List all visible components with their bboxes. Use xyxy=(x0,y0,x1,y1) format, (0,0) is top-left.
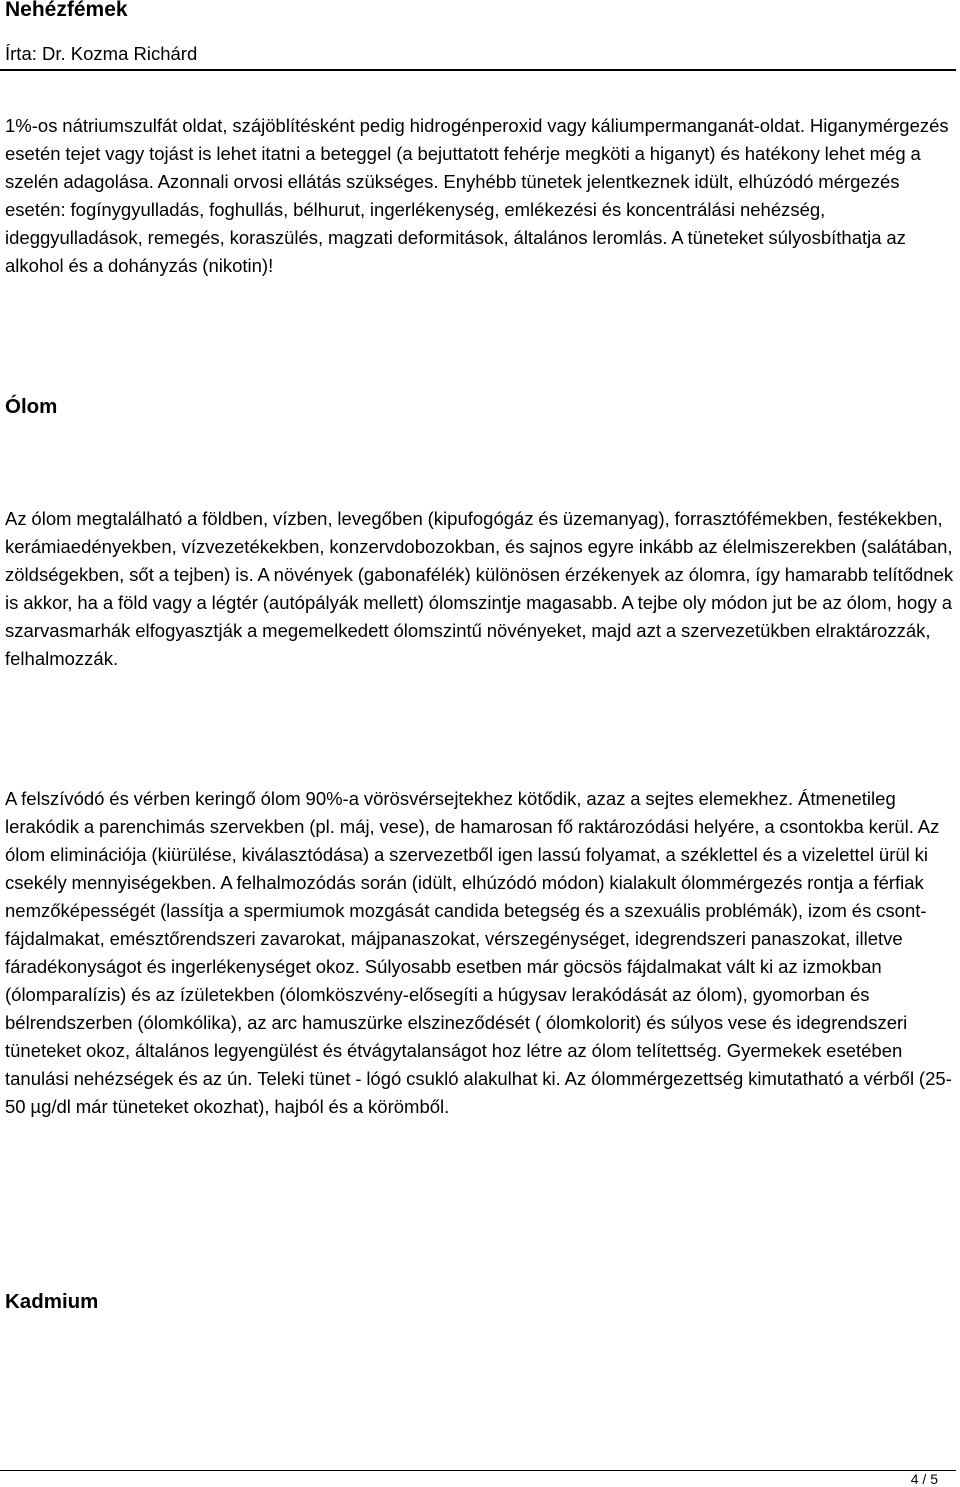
page-number: 4 / 5 xyxy=(910,1471,938,1487)
document-author: Írta: Dr. Kozma Richárd xyxy=(5,43,198,64)
paragraph-lead-sources: Az ólom megtalálható a földben, vízben, levegőben (kipufogógáz és üzemanyag), forrasztófémekben, festékekben, kerámiaedényekben, vízvezetékekben, konzervdobozokban, és sajnos egyre inkább az élelmiszerekben (salátában, zöldségekben, sőt a tejben) is. A növények (gabonafélék) különösen érzékenyek az ólomra, így hamarabb telítődnek is akkor, ha a föld vagy a légtér (autópályák mellett) ólomszintje magasabb. A tejbe oly módon jut be az ólom, hogy a szarvasmarhák elfogyasztják a megemelkedett ólomszintű növényeket, majd azt a szervezetükben elraktározzák, felhalmozzák. xyxy=(5,508,954,669)
paragraph-lead-effects: A felszívódó és vérben keringő ólom 90%-a vörösvérsejtekhez kötődik, azaz a sejtes elemekhez. Átmenetileg lerakódik a parenchimás szervekben (pl. máj, vese), de hamarosan fő raktározódási helyére, a csontokba kerül. Az ólom eliminációja (kiürülése, kiválasztódása) a szervezetből igen lassú folyamat, a széklettel és a vizelettel ürül ki csekély mennyiségekben. A felhalmozódás során (idült, elhúzódó módon) kialakult ólommérgezés rontja a férfiak nemzőképességét (lassítja a spermiumok mozgását candida betegség és a szexuális problémák), izom és csont-fájdalmakat, emésztőrendszeri zavarokat, májpanaszokat, vérszegénységet, idegrendszeri panaszokat, illetve fáradékonyságot és ingerlékenységet okoz. Súlyosabb esetben már göcsös fájdalmakat vált ki az izmokban (ólomparalízis) és az ízületekben (ólomköszvény-elősegíti a húgysav lerakódását az ólom), gyomorban és bélrendszerben (ólomkólika), az arc hamuszürke elszineződését ( ólomkolorit) és súlyos vese és idegrendszeri tüneteket okoz, általános legyengülést és étvágytalanságot hoz létre az ólom telítettség. Gyermekek esetében tanulási nehézségek és az ún. Teleki tünet - lógó csukló alakulhat ki. Az ólommérgezettség kimutatható a vérből (25-50 µg/dl már tüneteket okozhat), hajból és a körömből. xyxy=(5,788,952,1117)
paragraph-mercury-treatment: 1%-os nátriumszulfát oldat, szájöblítésként pedig hidrogénperoxid vagy káliumpermanganát-oldat. Higanymérgezés esetén tejet vagy tojást is lehet itatni a beteggel (a bejuttatott fehérje megköti a higanyt) és hatékony lehet még a szelén adagolása. Azonnali orvosi ellátás szükséges. Enyhébb tünetek jelentkeznek idült, elhúzódó mérgezés esetén: fogínygyulladás, foghullás, bélhurut, ingerlékenység, emlékezési és koncentrálási nehézség, ideggyulladások, remegés, koraszülés, magzati deformitások, általános leromlás. A tüneteket súlyosbíthatja az alkohol és a dohányzás (nikotin)! xyxy=(5,115,949,276)
header-divider xyxy=(0,69,956,71)
section-heading-olom: Ólom xyxy=(5,395,58,418)
section-heading-kadmium: Kadmium xyxy=(5,1290,99,1313)
document-title: Nehézfémek xyxy=(5,0,128,21)
footer-divider xyxy=(0,1470,956,1471)
